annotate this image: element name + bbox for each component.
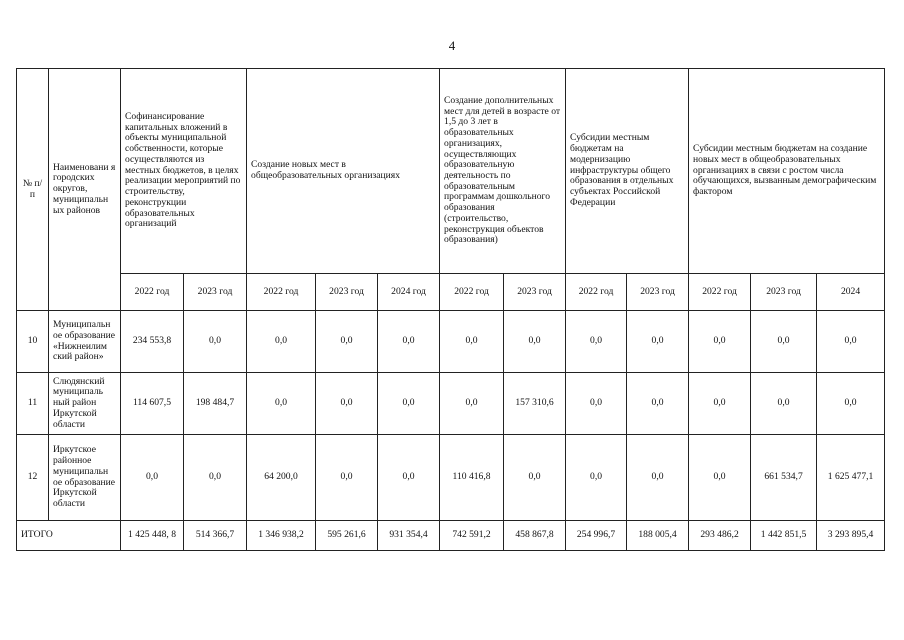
total-value: 458 867,8 [504,521,566,551]
year-header: 2023 год [316,274,378,311]
row-number: 11 [17,373,49,435]
row-value: 64 200,0 [247,435,316,521]
page-number: 4 [448,38,456,53]
row-value: 0,0 [184,311,247,373]
header-group: Создание новых мест в общеобразовательных организациях [247,69,440,274]
row-value: 0,0 [627,435,689,521]
row-municipality: Слюдянский муниципаль ный район Иркутской области [49,373,121,435]
table-row [17,435,885,521]
year-header: 2022 год [689,274,751,311]
total-value: 293 486,2 [689,521,751,551]
row-value: 0,0 [378,311,440,373]
row-value: 661 534,7 [751,435,817,521]
total-value: 3 293 895,4 [817,521,885,551]
row-value: 0,0 [751,311,817,373]
row-value: 0,0 [504,311,566,373]
row-municipality: Иркутское районное муниципальн ое образование Иркутской области [49,435,121,521]
total-label: ИТОГО [17,521,121,551]
row-value: 0,0 [689,311,751,373]
total-value: 1 346 938,2 [247,521,316,551]
row-value: 0,0 [751,373,817,435]
row-value: 0,0 [440,373,504,435]
row-value: 0,0 [184,435,247,521]
row-value: 0,0 [247,373,316,435]
header-number: № п/п [17,69,49,311]
header-group: Создание дополнительных мест для детей в возрасте от 1,5 до 3 лет в образовательных организациях, осуществляющих образовательную деятельность по образовательным программам дошкольного образования (строительство, реконструкция объектов образования) [440,69,566,274]
year-header: 2022 год [440,274,504,311]
row-value: 198 484,7 [184,373,247,435]
row-value: 0,0 [378,373,440,435]
row-value: 0,0 [316,435,378,521]
year-header: 2022 год [121,274,184,311]
row-value: 114 607,5 [121,373,184,435]
row-value: 0,0 [627,373,689,435]
total-value: 254 996,7 [566,521,627,551]
year-header: 2024 год [378,274,440,311]
row-value: 0,0 [316,311,378,373]
row-number: 12 [17,435,49,521]
header-group: Субсидии местным бюджетам на создание новых мест в общеобразовательных организациях в связи с ростом числа обучающихся, вызванным демографическим фактором [689,69,885,274]
row-value: 110 416,8 [440,435,504,521]
row-value: 0,0 [689,373,751,435]
row-value: 0,0 [627,311,689,373]
row-value: 0,0 [566,373,627,435]
total-value: 742 591,2 [440,521,504,551]
total-value: 1 442 851,5 [751,521,817,551]
year-header: 2022 год [247,274,316,311]
row-value: 0,0 [566,311,627,373]
total-value: 595 261,6 [316,521,378,551]
row-value: 0,0 [121,435,184,521]
total-value: 514 366,7 [184,521,247,551]
row-municipality: Муниципальн ое образование «Нижнеилим ский район» [49,311,121,373]
year-header: 2023 год [184,274,247,311]
header-row [17,69,885,274]
row-value: 0,0 [504,435,566,521]
total-value: 188 005,4 [627,521,689,551]
header-group: Софинансирование капитальных вложений в объекты муниципальной собственности, которые осуществляются из местных бюджетов, в целях реализации мероприятий по строительству, реконструкции образовательных организаций [121,69,247,274]
row-value: 1 625 477,1 [817,435,885,521]
row-value: 0,0 [247,311,316,373]
total-row [17,521,885,551]
subsidies-table [16,68,885,551]
total-value: 1 425 448, 8 [121,521,184,551]
row-value: 0,0 [817,311,885,373]
year-header: 2023 год [751,274,817,311]
row-value: 0,0 [316,373,378,435]
year-header: 2024 [817,274,885,311]
row-value: 0,0 [440,311,504,373]
row-value: 0,0 [689,435,751,521]
header-municipality: Наименовани я городских округов, муниципальн ых районов [49,69,121,311]
year-header: 2022 год [566,274,627,311]
header-group: Субсидии местным бюджетам на модернизацию инфраструктуры общего образования в отдельных субъектах Российской Федерации [566,69,689,274]
year-header: 2023 год [627,274,689,311]
row-value: 0,0 [817,373,885,435]
year-row [17,274,885,311]
row-value: 0,0 [566,435,627,521]
total-value: 931 354,4 [378,521,440,551]
row-value: 157 310,6 [504,373,566,435]
row-value: 0,0 [378,435,440,521]
year-header: 2023 год [504,274,566,311]
row-value: 234 553,8 [121,311,184,373]
row-number: 10 [17,311,49,373]
table-row [17,311,885,373]
table-row [17,373,885,435]
